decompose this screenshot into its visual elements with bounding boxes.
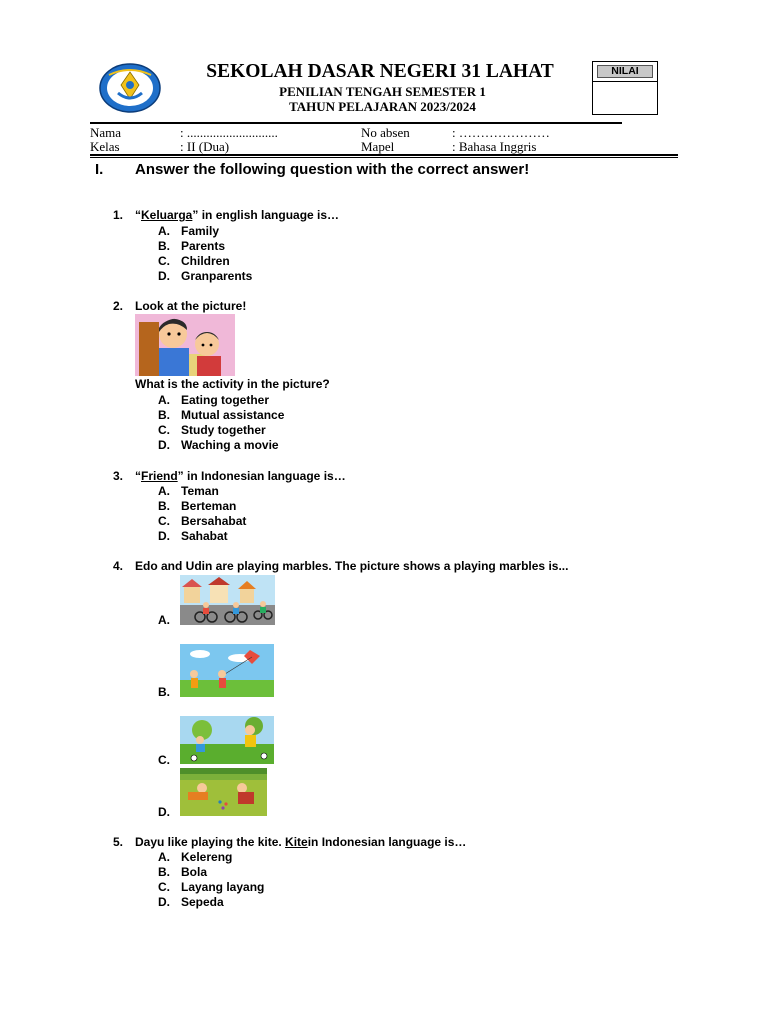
attendance-number-field: : ………………… bbox=[452, 125, 550, 140]
option-3b[interactable] bbox=[158, 499, 236, 513]
name-field: : ............................ bbox=[180, 125, 278, 140]
option-text: Mutual assistance bbox=[181, 408, 285, 422]
identity-rule-thin bbox=[90, 157, 678, 158]
option-5c[interactable] bbox=[158, 880, 264, 894]
question-number: 1. bbox=[113, 208, 124, 222]
option-1d[interactable] bbox=[158, 269, 252, 283]
question-prefix: “ bbox=[135, 208, 141, 222]
score-box bbox=[592, 61, 658, 115]
option-text: Eating together bbox=[181, 393, 270, 407]
question-text: Edo and Udin are playing marbles. The picture shows a playing marbles is... bbox=[135, 559, 569, 573]
option-letter: D. bbox=[158, 805, 170, 819]
option-letter: A. bbox=[158, 613, 170, 627]
section-heading bbox=[95, 161, 529, 178]
option-text: Sahabat bbox=[181, 529, 228, 543]
option-text: Berteman bbox=[181, 499, 237, 513]
option-3d[interactable] bbox=[158, 529, 228, 543]
option-letter: B. bbox=[158, 408, 170, 422]
option-letter: A. bbox=[158, 393, 170, 407]
option-letter: C. bbox=[158, 423, 170, 437]
option-1c[interactable] bbox=[158, 254, 230, 268]
score-label: NILAI bbox=[597, 65, 653, 78]
option-letter: A. bbox=[158, 850, 170, 864]
option-letter: A. bbox=[158, 224, 170, 238]
school-logo bbox=[99, 63, 161, 113]
option-text: Kelereng bbox=[181, 850, 233, 864]
subject-value: : Bahasa Inggris bbox=[452, 139, 537, 154]
option-5a[interactable] bbox=[158, 850, 232, 864]
option-2b[interactable] bbox=[158, 408, 284, 422]
option-4d[interactable] bbox=[158, 805, 181, 819]
option-text: Waching a movie bbox=[181, 438, 279, 452]
marbles-picture bbox=[180, 768, 267, 816]
question-5 bbox=[113, 835, 466, 849]
option-text: Bola bbox=[181, 865, 208, 879]
option-letter: B. bbox=[158, 685, 170, 699]
subject-label: Mapel bbox=[361, 139, 395, 154]
option-text: Granparents bbox=[181, 269, 253, 283]
exam-title: PENILIAN TENGAH SEMESTER 1 bbox=[279, 84, 486, 99]
option-text: Sepeda bbox=[181, 895, 224, 909]
option-3a[interactable] bbox=[158, 484, 219, 498]
section-number: I. bbox=[95, 161, 104, 178]
name-label: Nama bbox=[90, 125, 122, 140]
option-text: Parents bbox=[181, 239, 226, 253]
option-letter: C. bbox=[158, 880, 170, 894]
question-4 bbox=[113, 559, 568, 573]
option-letter: C. bbox=[158, 753, 170, 767]
question-number: 2. bbox=[113, 299, 124, 313]
option-text: Study together bbox=[181, 423, 266, 437]
question-text: Look at the picture! bbox=[135, 299, 247, 313]
class-value: : II (Dua) bbox=[180, 139, 230, 154]
question-suffix: ” in english language is… bbox=[192, 208, 340, 222]
option-letter: D. bbox=[158, 895, 170, 909]
question-prefix: Dayu like playing the kite. bbox=[135, 835, 286, 849]
option-2a[interactable] bbox=[158, 393, 269, 407]
option-letter: B. bbox=[158, 865, 170, 879]
option-1a[interactable] bbox=[158, 224, 219, 238]
option-4b[interactable] bbox=[158, 685, 181, 699]
option-text: Teman bbox=[181, 484, 219, 498]
question-2-subtext: What is the activity in the picture? bbox=[135, 377, 330, 391]
option-5b[interactable] bbox=[158, 865, 207, 879]
question-keyword: Keluarga bbox=[141, 208, 193, 222]
option-text: Bersahabat bbox=[181, 514, 247, 528]
question-suffix: ” in Indonesian language is… bbox=[177, 469, 346, 483]
academic-year: TAHUN PELAJARAN 2023/2024 bbox=[289, 99, 476, 114]
option-letter: D. bbox=[158, 269, 170, 283]
question-keyword: Kite bbox=[285, 835, 308, 849]
question-keyword: Friend bbox=[141, 469, 178, 483]
section-instruction: Answer the following question with the correct answer! bbox=[135, 161, 530, 178]
option-2d[interactable] bbox=[158, 438, 279, 452]
question-1 bbox=[113, 208, 339, 222]
option-letter: C. bbox=[158, 254, 170, 268]
option-letter: D. bbox=[158, 529, 170, 543]
option-5d[interactable] bbox=[158, 895, 224, 909]
option-4a[interactable] bbox=[158, 613, 181, 627]
question-2 bbox=[113, 299, 246, 313]
option-4c[interactable] bbox=[158, 753, 181, 767]
option-letter: C. bbox=[158, 514, 170, 528]
question-prefix: “ bbox=[135, 469, 141, 483]
attendance-number-label: No absen bbox=[361, 125, 410, 140]
option-letter: B. bbox=[158, 239, 170, 253]
option-text: Family bbox=[181, 224, 220, 238]
option-letter: D. bbox=[158, 438, 170, 452]
header-rule bbox=[90, 122, 622, 124]
school-name: SEKOLAH DASAR NEGERI 31 LAHAT bbox=[206, 61, 554, 82]
kite-flying-picture bbox=[180, 644, 274, 697]
option-text: Layang layang bbox=[181, 880, 265, 894]
option-letter: B. bbox=[158, 499, 170, 513]
option-letter: A. bbox=[158, 484, 170, 498]
class-label: Kelas bbox=[90, 139, 120, 154]
identity-rule bbox=[90, 154, 678, 156]
option-text: Children bbox=[181, 254, 230, 268]
football-picture bbox=[180, 716, 274, 764]
option-2c[interactable] bbox=[158, 423, 266, 437]
question-number: 3. bbox=[113, 469, 124, 483]
option-3c[interactable] bbox=[158, 514, 246, 528]
cycling-picture bbox=[180, 575, 275, 625]
study-together-picture bbox=[135, 314, 235, 376]
question-suffix: in Indonesian language is… bbox=[307, 835, 467, 849]
question-number: 5. bbox=[113, 835, 124, 849]
score-box-header bbox=[593, 62, 657, 82]
option-1b[interactable] bbox=[158, 239, 225, 253]
question-3 bbox=[113, 469, 346, 483]
question-number: 4. bbox=[113, 559, 124, 573]
